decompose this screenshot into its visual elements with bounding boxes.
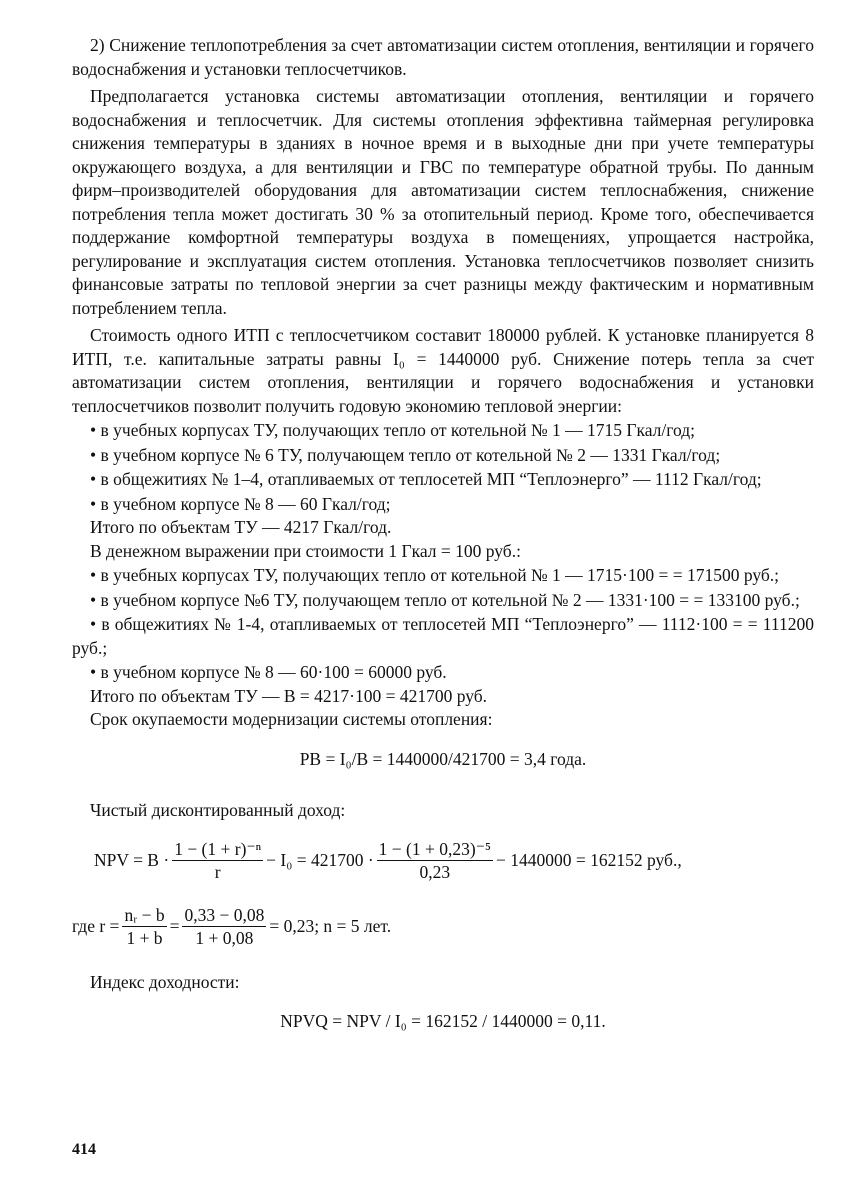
payback-label: Срок окупаемости модернизации системы отопления: xyxy=(90,709,493,729)
fraction-numerator: nᵣ − b xyxy=(124,904,165,925)
rate-prefix: где r = xyxy=(72,915,120,936)
npv-middle: − I₀ = 421700 · xyxy=(266,849,374,870)
text-body xyxy=(72,34,814,1062)
payback-formula: PB = I₀/B = 1440000/421700 = 3,4 года. xyxy=(299,748,587,769)
index-label: Индекс доходности: xyxy=(90,971,240,992)
list-item: • в общежитиях № 1–4, отапливаемых от теплосетей МП “Теплоэнерго” — 1112 Гкал/год; xyxy=(90,469,762,489)
fraction-numerator: 1 − (1 + 0,23)⁻⁵ xyxy=(378,838,492,859)
fraction-numerator: 0,33 − 0,08 xyxy=(184,904,265,925)
fraction-denominator: 1 + 0,08 xyxy=(195,927,254,948)
fraction-denominator: 0,23 xyxy=(419,861,451,882)
rate-fraction-general xyxy=(122,905,166,949)
list-item: • в учебном корпусе № 8 — 60·100 = 60000 руб. xyxy=(90,662,447,682)
fraction-denominator: r xyxy=(214,861,221,882)
savings-heat-list xyxy=(72,419,814,516)
rate-result: = 0,23; n = 5 лет. xyxy=(269,915,392,936)
page-number: 414 xyxy=(72,1141,96,1158)
paragraph-automation: Предполагается установка системы автоматизации отопления, вентиляции и горячего водоснабжения и теплосчетчик. Для системы отопления эффективна таймерная регулировка снижения температуры в зданиях в ночное время и в выходные дни при учете температуры окружающего воздуха, а для вентиляции и ГВС по температуре обратной трубы. По данным фирм–производителей оборудования для автоматизации систем теплоснабжения, снижение потребления тепла может достигать 30 % за отопительный период. Кроме того, обеспечивается поддержание комфортной температуры воздуха в помещениях, упрощается настройка, регулирование и эксплуатация систем отопления. Установка теплосчетчиков позволяет снизить финансовые затраты по тепловой энергии за счет разницы между фактическим и нормативным потреблением тепла. xyxy=(72,86,814,318)
npv-lhs: NPV = B · xyxy=(94,849,170,870)
list-item: • в учебных корпусах ТУ, получающих тепло от котельной № 1 — 1715 Гкал/год; xyxy=(90,420,696,440)
list-item: • в учебном корпусе №6 ТУ, получающем тепло от котельной № 2 — 1331·100 = = 133100 руб.; xyxy=(90,589,800,610)
total-money: Итого по объектам ТУ — B = 4217·100 = 421700 руб. xyxy=(90,685,488,706)
npv-fraction-general xyxy=(172,839,263,883)
rate-formula xyxy=(72,905,814,949)
savings-money-list xyxy=(72,564,814,685)
rate-equals: = xyxy=(169,915,180,936)
list-item: • в общежитиях № 1-4, отапливаемых от теплосетей МП “Теплоэнерго” — 1112·100 = = 111200 руб.; xyxy=(72,614,814,658)
rate-fraction-numeric xyxy=(182,905,266,949)
npv-formula xyxy=(94,839,814,883)
money-intro: В денежном выражении при стоимости 1 Гкал = 100 руб.: xyxy=(90,540,521,561)
total-heat: Итого по объектам ТУ — 4217 Гкал/год. xyxy=(90,517,392,537)
list-item: • в учебном корпусе № 6 ТУ, получающем тепло от котельной № 2 — 1331 Гкал/год; xyxy=(90,444,721,465)
section-title: 2) Снижение теплопотребления за счет автоматизации систем отопления, вентиляции и горячего водоснабжения и установки теплосчетчиков. xyxy=(72,35,814,79)
npv-fraction-numeric xyxy=(377,839,493,883)
npv-label: Чистый дисконтированный доход: xyxy=(90,800,346,820)
list-item: • в учебном корпусе № 8 — 60 Гкал/год; xyxy=(90,493,391,514)
index-formula: NPVQ = NPV / I₀ = 162152 / 1440000 = 0,11. xyxy=(280,1011,606,1031)
fraction-numerator: 1 − (1 + r)⁻ⁿ xyxy=(174,838,262,859)
fraction-denominator: 1 + b xyxy=(126,927,163,948)
npv-result: − 1440000 = 162152 руб., xyxy=(496,849,682,870)
paragraph-costs: Стоимость одного ИТП с теплосчетчиком составит 180000 рублей. К установке планируется 8 ИТП, т.е. капитальные затраты равны I₀ = 1440000 руб. Снижение потерь тепла за счет автоматизации систем отопления, вентиляции и горячего водоснабжения и установки теплосчетчиков позволит получить годовую экономию тепловой энергии: xyxy=(72,325,814,416)
list-item: • в учебных корпусах ТУ, получающих тепло от котельной № 1 — 1715·100 = = 171500 руб.; xyxy=(90,565,780,585)
